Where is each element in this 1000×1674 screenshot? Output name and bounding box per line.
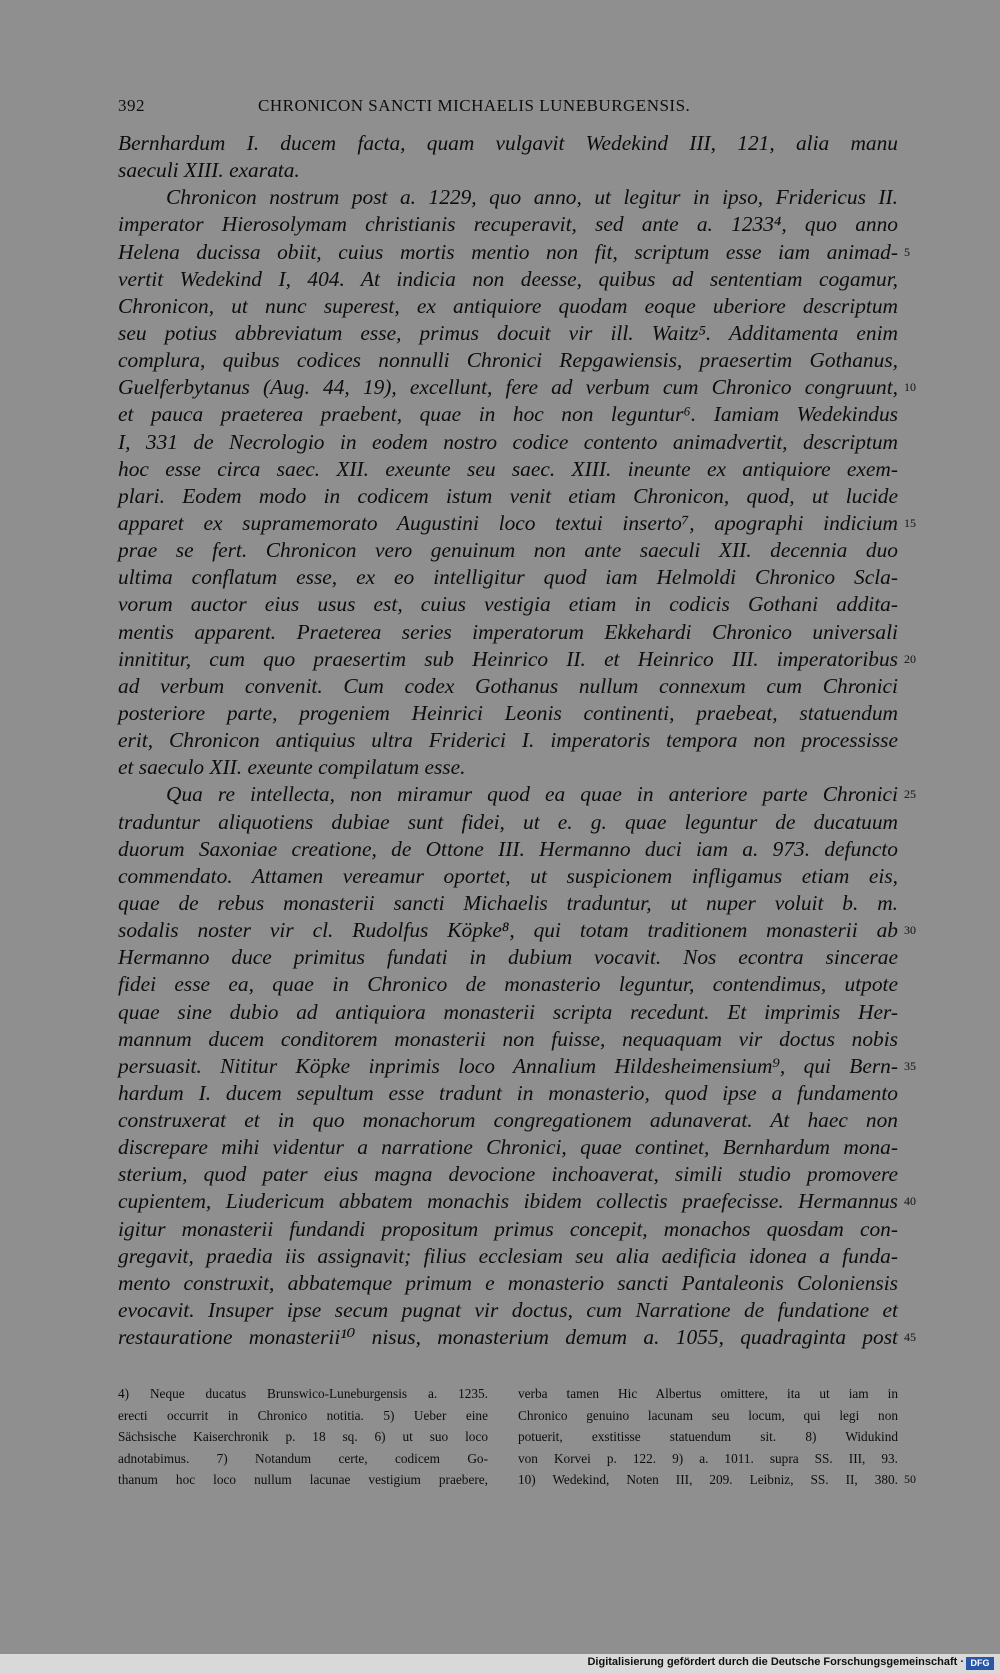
footnote-right: verba tamen Hic Albertus omittere, ita ut iam in bbox=[518, 1386, 898, 1401]
text-line bbox=[118, 266, 898, 293]
line-number: 10 bbox=[904, 380, 916, 395]
text-line-content: et saeculo XII. exeunte compilatum esse. bbox=[118, 755, 466, 780]
text-line bbox=[118, 944, 898, 971]
footnote-right: potuerit, exstitisse statuendum sit. 8) Widukind bbox=[518, 1429, 898, 1445]
text-line bbox=[118, 374, 916, 401]
text-line bbox=[118, 999, 898, 1026]
text-line-content: ad verbum convenit. Cum codex Gothanus nullum connexum cum Chronici bbox=[118, 673, 898, 698]
text-line-content: vertit Wedekind I, 404. At indicia non deesse, quibus ad sententiam cogamur, bbox=[118, 266, 898, 291]
text-line bbox=[118, 1270, 898, 1297]
footnote-left: 4) Neque ducatus Brunswico-Luneburgensis a. 1235. bbox=[118, 1386, 488, 1401]
text-line bbox=[118, 1107, 898, 1134]
text-line bbox=[118, 483, 898, 510]
text-line-content: Qua re intellecta, non miramur quod ea quae in anteriore parte Chronici bbox=[166, 782, 898, 807]
text-line bbox=[118, 863, 898, 890]
text-line bbox=[118, 673, 898, 700]
footnote-row bbox=[118, 1405, 898, 1427]
text-line-content: cupientem, Liudericum abbatem monachis ibidem collectis praefecisse. Hermannus bbox=[118, 1189, 898, 1214]
text-line bbox=[118, 754, 898, 781]
text-line bbox=[118, 1134, 898, 1161]
footnote-left: thanum hoc loco nullum lacunae vestigium praebere, bbox=[118, 1472, 488, 1488]
text-line-content: sodalis noster vir cl. Rudolfus Köpke⁸, qui totam traditionem monasterii ab bbox=[118, 918, 898, 943]
text-line bbox=[118, 293, 898, 320]
text-line bbox=[118, 836, 898, 863]
text-line-content: traduntur aliquotiens dubiae sunt fidei, ut e. g. quae leguntur de ducatuum bbox=[118, 809, 898, 834]
text-line bbox=[118, 971, 898, 998]
footnote-row bbox=[118, 1426, 898, 1448]
footnote-right: 10) Wedekind, Noten III, 209. Leibniz, SS. II, 380. bbox=[518, 1472, 898, 1488]
text-line-content: hoc esse circa saec. XII. exeunte seu saec. XIII. ineunte ex antiquiore exem- bbox=[118, 456, 898, 481]
line-number: 30 bbox=[904, 923, 916, 938]
text-line-content: sterium, quod pater eius magna devocione inchoaverat, simili studio promovere bbox=[118, 1162, 898, 1187]
line-number: 20 bbox=[904, 651, 916, 666]
footnote-row bbox=[118, 1469, 916, 1491]
footnote-left: Sächsische Kaiserchronik p. 18 sq. 6) ut suo loco bbox=[118, 1429, 488, 1445]
text-line-content: mentis apparent. Praeterea series imperatorum Ekkehardi Chronico universali bbox=[118, 619, 898, 644]
text-line-content: ultima conflatum esse, ex eo intelligitur quod iam Helmoldi Chronico Scla- bbox=[118, 565, 898, 590]
line-number: 40 bbox=[904, 1194, 916, 1209]
text-line-content: saeculi XIII. exarata. bbox=[118, 158, 300, 183]
text-line-content: Chronicon, ut nunc superest, ex antiquiore quodam eoque uberiore descriptum bbox=[118, 293, 898, 318]
text-line bbox=[118, 320, 898, 347]
text-line bbox=[118, 781, 916, 808]
text-line-content: persuasit. Nititur Köpke inprimis loco Annalium Hildesheimensium⁹, qui Bern- bbox=[118, 1053, 898, 1078]
main-text bbox=[118, 130, 916, 1351]
line-number: 45 bbox=[904, 1330, 916, 1345]
text-line-content: innititur, cum quo praesertim sub Heinrico II. et Heinrico III. imperatoribus bbox=[118, 646, 898, 671]
text-line-content: mannum ducem conditorem monasterii non fuisse, nequaquam vir doctus nobis bbox=[118, 1026, 898, 1051]
page-header bbox=[118, 96, 918, 122]
footnote-right: von Korvei p. 122. 9) a. 1011. supra SS. III, 93. bbox=[518, 1450, 898, 1466]
footnote-row bbox=[118, 1383, 898, 1405]
text-line-content: erit, Chronicon antiquius ultra Friderici I. imperatoris tempora non processisse bbox=[118, 728, 898, 753]
text-line-content: hardum I. ducem sepultum esse tradunt in monasterio, quod ipse a fundamento bbox=[118, 1080, 898, 1105]
text-line-content: complura, quibus codices nonnulli Chronici Repgawiensis, praesertim Gothanus, bbox=[118, 348, 898, 373]
line-number: 50 bbox=[904, 1472, 916, 1487]
text-line-content: evocavit. Insuper ipse secum pugnat vir doctus, cum Narratione de fundatione et bbox=[118, 1298, 898, 1323]
text-line bbox=[118, 1161, 898, 1188]
text-line bbox=[118, 347, 898, 374]
text-line bbox=[118, 157, 898, 184]
text-line-content: prae se fert. Chronicon vero genuinum non ante saeculi XII. decennia duo bbox=[118, 538, 898, 563]
text-line bbox=[118, 1243, 898, 1270]
text-line-content: vorum auctor eius usus est, cuius vestigia etiam in codicis Gothani addita- bbox=[118, 592, 898, 617]
text-line bbox=[118, 130, 898, 157]
text-line bbox=[118, 429, 898, 456]
text-line-content: I, 331 de Necrologio in eodem nostro codice contento animadvertit, descriptum bbox=[118, 429, 898, 454]
text-line bbox=[118, 700, 898, 727]
text-line-content: plari. Eodem modo in codicem istum venit etiam Chronicon, quod, ut lucide bbox=[118, 483, 898, 508]
footnote-right: Chronico genuino lacunam seu locum, qui legi non bbox=[518, 1407, 898, 1423]
page-number: 392 bbox=[118, 96, 145, 115]
line-number: 35 bbox=[904, 1058, 916, 1073]
text-line-content: commendato. Attamen vereamur oportet, ut suspicionem infligamus etiam eis, bbox=[118, 863, 898, 888]
text-line bbox=[118, 1324, 916, 1351]
line-number: 15 bbox=[904, 515, 916, 530]
text-line-content: Bernhardum I. ducem facta, quam vulgavit Wedekind III, 121, alia manu bbox=[118, 131, 898, 155]
text-line-content: et pauca praeterea praebent, quae in hoc non leguntur⁶. Iamiam Wedekindus bbox=[118, 402, 898, 427]
text-line bbox=[118, 1216, 898, 1243]
running-title: CHRONICON SANCTI MICHAELIS LUNEBURGENSIS. bbox=[258, 96, 691, 115]
text-line bbox=[118, 537, 898, 564]
text-line-content: construxerat et in quo monachorum congregationem adunaverat. At haec non bbox=[118, 1108, 898, 1133]
text-line-content: imperator Hierosolymam christianis recuperavit, sed ante a. 1233⁴, quo anno bbox=[118, 212, 898, 237]
text-line bbox=[118, 1053, 916, 1080]
text-line bbox=[118, 917, 916, 944]
text-line-content: seu potius abbreviatum esse, primus docuit vir ill. Waitz⁵. Additamenta enim bbox=[118, 320, 898, 345]
text-line-content: Chronicon nostrum post a. 1229, quo anno, ut legitur in ipso, Fridericus II. bbox=[166, 185, 898, 210]
text-line bbox=[118, 401, 898, 428]
text-line bbox=[118, 1297, 898, 1324]
text-line-content: fidei esse ea, quae in Chronico de monasterio leguntur, contendimus, utpote bbox=[118, 972, 898, 997]
text-line-content: igitur monasterii fundandi propositum primus concepit, monachos quosdam con- bbox=[118, 1216, 898, 1241]
footnote-row bbox=[118, 1448, 898, 1470]
text-line bbox=[118, 727, 898, 754]
line-number: 5 bbox=[904, 244, 910, 259]
text-line bbox=[118, 510, 916, 537]
text-line bbox=[118, 239, 910, 266]
text-line bbox=[118, 456, 898, 483]
footnote-left: adnotabimus. 7) Notandum certe, codicem Go- bbox=[118, 1450, 488, 1466]
text-line-content: duorum Saxoniae creatione, de Ottone III. Hermanno duci iam a. 973. defuncto bbox=[118, 836, 898, 861]
footer-credit: Digitalisierung gefördert durch die Deutsche Forschungsgemeinschaft · bbox=[587, 1656, 964, 1668]
text-line bbox=[118, 809, 898, 836]
text-line bbox=[118, 184, 898, 211]
text-line-content: quae de rebus monasterii sancti Michaelis traduntur, ut nuper voluit b. m. bbox=[118, 890, 898, 915]
text-line-content: quae sine dubio ad antiquiora monasterii scripta recedunt. Et imprimis Her- bbox=[118, 999, 898, 1024]
text-line-content: discrepare mihi videntur a narratione Chronici, quae continet, Bernhardum mona- bbox=[118, 1135, 898, 1160]
text-line bbox=[118, 591, 898, 618]
text-line bbox=[118, 564, 898, 591]
footnote-left: erecti occurrit in Chronico notitia. 5) Ueber eine bbox=[118, 1407, 488, 1423]
text-line-content: gregavit, praedia iis assignavit; filius ecclesiam seu alia aedificia idonea a funda- bbox=[118, 1243, 898, 1268]
line-number: 25 bbox=[904, 787, 916, 802]
text-line bbox=[118, 646, 916, 673]
text-line-content: mento construxit, abbatemque primum e monasterio sancti Pantaleonis Coloniensis bbox=[118, 1270, 898, 1295]
footer-bar bbox=[0, 1654, 1000, 1674]
text-line bbox=[118, 890, 898, 917]
text-line-content: restauratione monasterii¹⁰ nisus, monasterium demum a. 1055, quadraginta post bbox=[118, 1325, 898, 1350]
text-line bbox=[118, 1188, 916, 1215]
text-line bbox=[118, 1080, 898, 1107]
text-line bbox=[118, 619, 898, 646]
text-line-content: Helena ducissa obiit, cuius mortis mentio non fit, scriptum esse iam animad- bbox=[118, 239, 898, 264]
text-line bbox=[118, 211, 898, 238]
text-line-content: Hermanno duce primitus fundati in dubium vocavit. Nos econtra sincerae bbox=[118, 945, 898, 970]
dfg-logo-icon: DFG bbox=[966, 1657, 994, 1670]
text-line-content: posteriore parte, progeniem Heinrici Leonis continenti, praebeat, statuendum bbox=[118, 700, 898, 725]
text-line-content: apparet ex supramemorato Augustini loco textui inserto⁷, apographi indicium bbox=[118, 510, 898, 535]
text-line-content: Guelferbytanus (Aug. 44, 19), excellunt, fere ad verbum cum Chronico congruunt, bbox=[118, 375, 898, 400]
text-line bbox=[118, 1026, 898, 1053]
footnotes bbox=[118, 1383, 916, 1491]
